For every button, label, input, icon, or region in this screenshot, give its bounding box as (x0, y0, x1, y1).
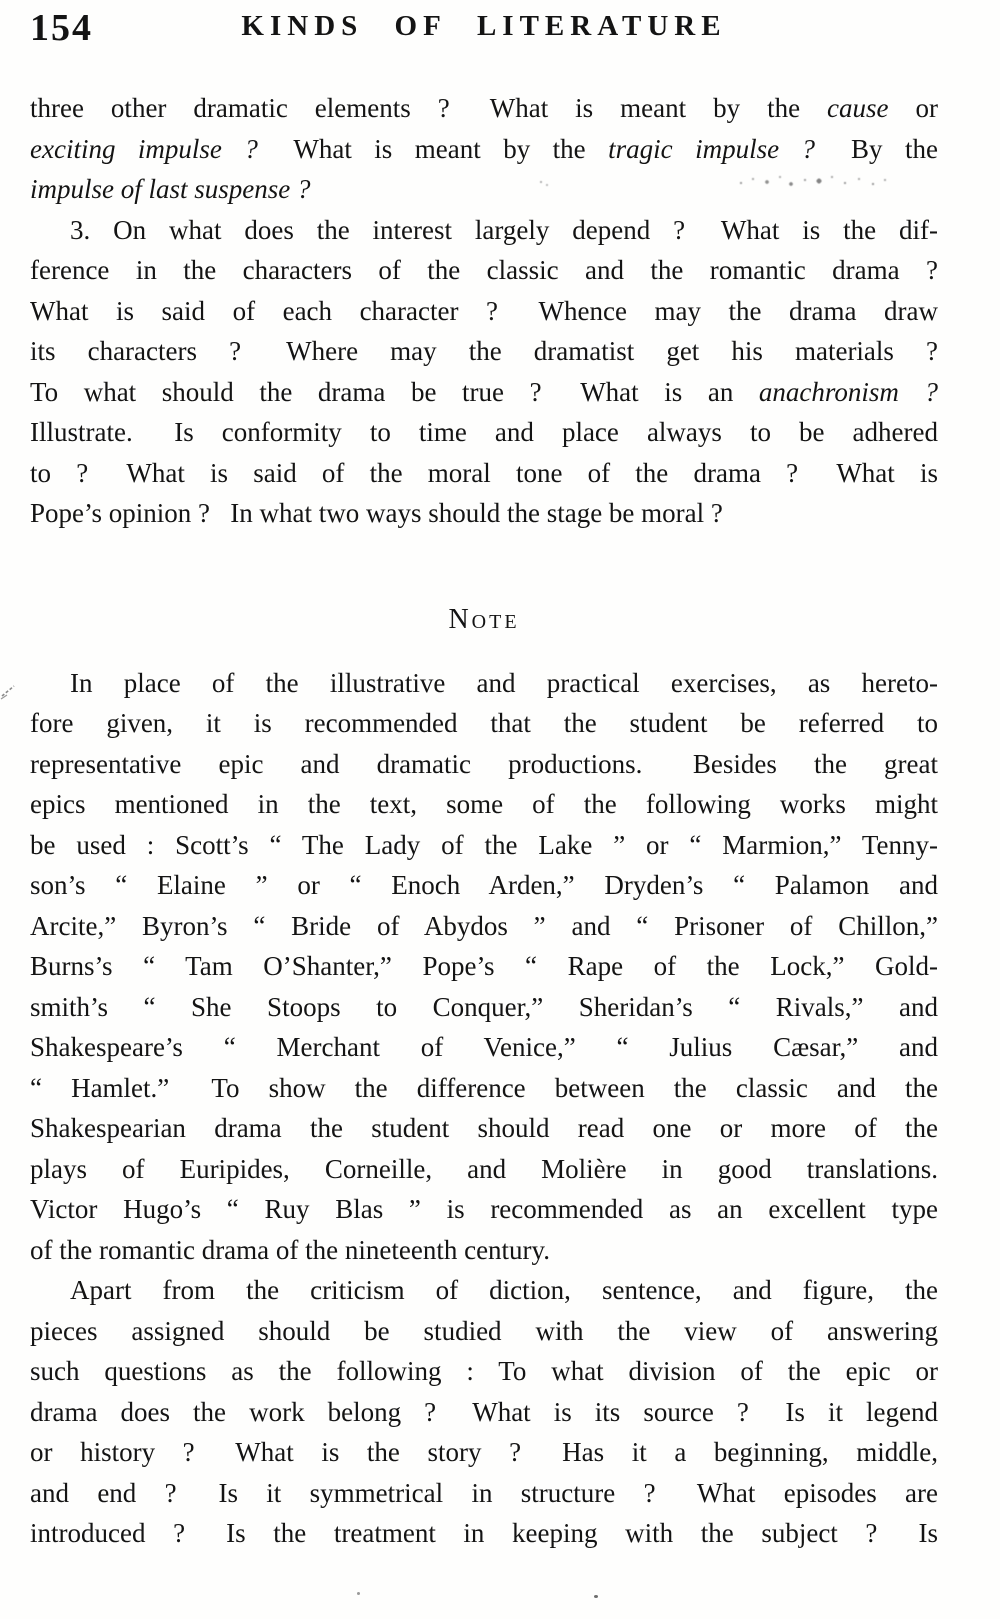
paragraph (30, 210, 938, 534)
paper-speck-artifact (594, 1595, 598, 1598)
note-section (30, 663, 938, 1554)
text-line (30, 744, 938, 785)
text-line (30, 1149, 938, 1190)
body-text: Shakespearian drama the student should read one or more of the (30, 1113, 938, 1143)
ink-smudge-artifact (733, 165, 895, 193)
body-text: son’s “ Elaine ” or “ Enoch Arden,” Dryden’s “ Palamon and (30, 870, 938, 900)
body-text: pieces assigned should be studied with the view of answering (30, 1315, 938, 1346)
body-text: In place of the illustrative and practical exercises, as hereto- (70, 667, 938, 698)
text-line (30, 1068, 938, 1109)
body-text: Illustrate. Is conformity to time and place always to be adhered (30, 417, 938, 447)
body-text: Pope’s opinion ? In what two ways should the stage be moral ? (30, 498, 723, 528)
text-line (30, 1270, 938, 1311)
body-text: or (888, 93, 938, 123)
body-text: to ? What is said of the moral tone of the drama ? What is (30, 457, 938, 488)
running-title: KINDS OF LITERATURE (241, 10, 727, 42)
paragraph (30, 663, 938, 1271)
paper-speck-artifact (538, 178, 552, 188)
text-line (30, 1513, 938, 1554)
text-line (30, 825, 938, 866)
body-text: 3. On what does the interest largely depend ? What is the dif- (70, 214, 938, 245)
text-line (30, 210, 938, 251)
body-text: Victor Hugo’s “ Ruy Blas ” is recommended as an excellent type (30, 1194, 938, 1224)
running-head (30, 4, 938, 60)
body-text: be used : Scott’s “ The Lady of the Lake ” or “ Marmion,” Tenny- (30, 829, 938, 860)
body-text: drama does the work belong ? What is its source ? Is it legend (30, 1396, 938, 1427)
body-text: ference in the characters of the classic and the romantic drama ? (30, 255, 938, 285)
body-text: By the (815, 133, 938, 164)
text-line (30, 331, 938, 372)
body-text: Apart from the criticism of diction, sentence, and figure, the (70, 1275, 938, 1305)
body-text: “ Hamlet.” To show the difference between the classic and the (30, 1072, 938, 1103)
italic-text: anachronism ? (758, 376, 939, 407)
text-line (30, 1108, 938, 1149)
body-text: of the romantic drama of the nineteenth century. (30, 1234, 551, 1265)
pencil-stroke-artifact (0, 680, 28, 702)
text-line (30, 1473, 938, 1514)
text-line (30, 865, 938, 906)
text-line (30, 1432, 938, 1473)
body-text: plays of Euripides, Corneille, and Molière in good translations. (30, 1153, 938, 1184)
italic-text: impulse of last suspense ? (30, 174, 311, 204)
text-line (30, 250, 938, 291)
questions-section (30, 88, 938, 534)
text-line (30, 1027, 938, 1068)
text-line (30, 946, 938, 987)
italic-text: cause (827, 93, 889, 123)
body-text: What is said of each character ? Whence may the drama draw (30, 295, 938, 326)
body-text: its characters ? Where may the dramatist get his materials ? (30, 336, 938, 366)
note-heading: Note (448, 603, 520, 635)
text-line (30, 412, 938, 453)
paper-speck-artifact (357, 1592, 360, 1595)
text-line (30, 493, 938, 534)
text-line (30, 784, 938, 825)
text-line (30, 906, 938, 947)
text-line (30, 453, 938, 494)
body-text: epics mentioned in the text, some of the following works might (30, 789, 938, 819)
text-line (30, 372, 938, 413)
text-line (30, 1230, 938, 1271)
body-text: fore given, it is recommended that the student be referred to (30, 708, 938, 738)
paragraph (30, 1270, 938, 1554)
body-text: Shakespeare’s “ Merchant of Venice,” “ Julius Cæsar,” and (30, 1032, 938, 1062)
italic-text: tragic impulse ? (608, 133, 816, 164)
text-line (30, 88, 938, 129)
body-text: or history ? What is the story ? Has it a beginning, middle, (30, 1437, 938, 1467)
body-text: Arcite,” Byron’s “ Bride of Abydos ” and “ Prisoner of Chillon,” (30, 910, 938, 941)
body-text: representative epic and dramatic productions. Besides the great (30, 748, 938, 779)
text-line (30, 987, 938, 1028)
text-line (30, 129, 938, 170)
text-line (30, 1311, 938, 1352)
body-text: three other dramatic elements ? What is meant by the (30, 93, 828, 123)
italic-text: exciting impulse ? (30, 133, 258, 164)
text-line (30, 1392, 938, 1433)
body-text: and end ? Is it symmetrical in structure ? What episodes are (30, 1477, 938, 1508)
body-text: smith’s “ She Stoops to Conquer,” Sheridan’s “ Rivals,” and (30, 991, 938, 1022)
text-line (30, 703, 938, 744)
text-line (30, 291, 938, 332)
text-line (30, 663, 938, 704)
body-text: What is meant by the (257, 133, 609, 164)
body-text: To what should the drama be true ? What is an (30, 376, 759, 407)
body-text: introduced ? Is the treatment in keeping with the subject ? Is (30, 1518, 938, 1548)
text-block (30, 88, 938, 1554)
text-line (30, 1351, 938, 1392)
page-number: 154 (30, 7, 93, 49)
body-text: such questions as the following : To what division of the epic or (30, 1356, 938, 1386)
body-text: Burns’s “ Tam O’Shanter,” Pope’s “ Rape of the Lock,” Gold- (30, 951, 938, 981)
text-line (30, 1189, 938, 1230)
